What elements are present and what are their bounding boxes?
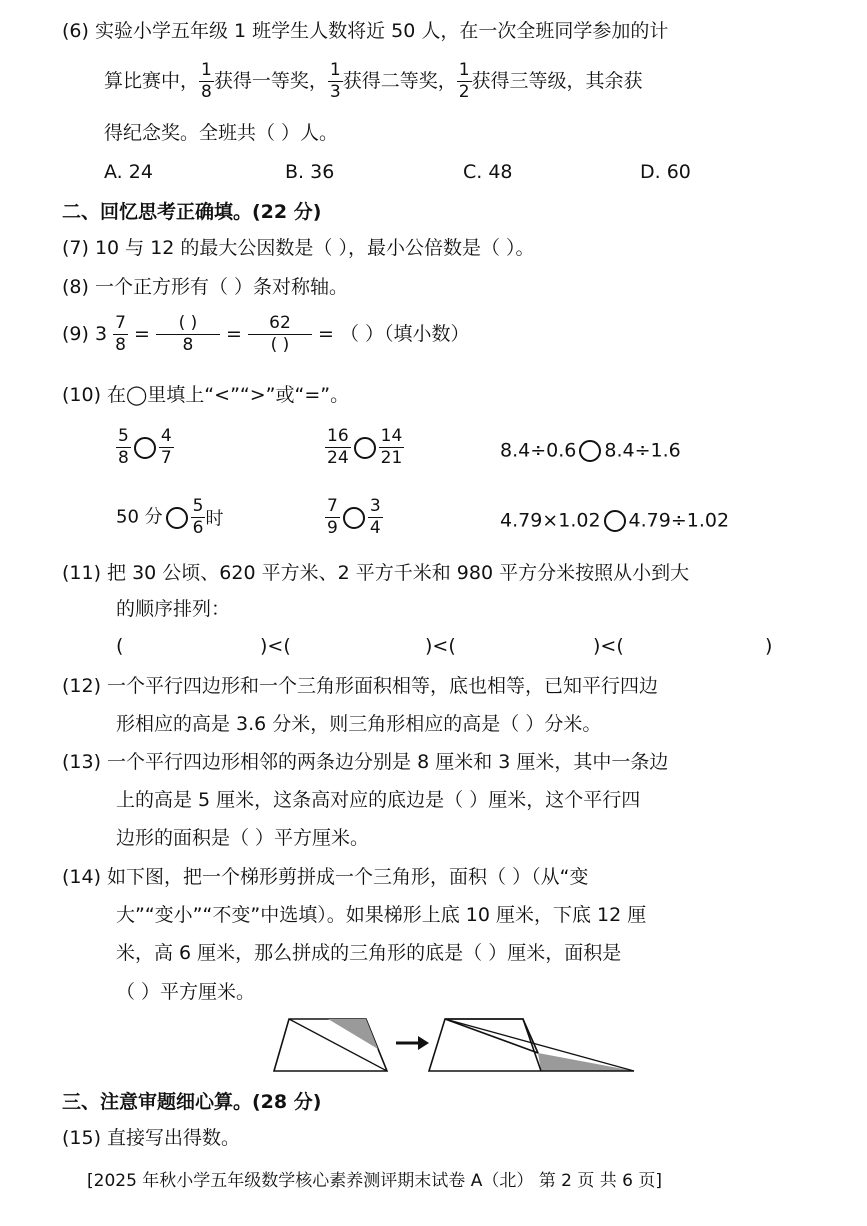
q9-fraction-blank-num: $\frac{( )}{8}$ xyxy=(156,315,220,354)
q6-line1: (6) 实验小学五年级 1 班学生人数将近 50 人，在一次全班同学参加的计 xyxy=(62,20,669,42)
q6-line2: 算比赛中， $\frac{1}{8}$ 获得一等奖， $\frac{1}{3}$ 获得二等奖， $\frac{1}{2}$ 获得三等级，其余获 xyxy=(104,60,643,102)
q9-fraction-blank-den: $\frac{62}{( )}$ xyxy=(248,315,312,354)
q11-blank-4: )<( xyxy=(593,635,624,657)
section-2-heading: 二、回忆思考正确填。(22 分) xyxy=(62,201,322,223)
triangle-shape xyxy=(429,1019,634,1071)
compare-circle[interactable] xyxy=(579,440,601,462)
q10-r2-b: $\frac{7}{9}$ $\frac{3}{4}$ xyxy=(327,496,381,538)
compare-circle[interactable] xyxy=(134,437,156,459)
q15-text: (15) 直接写出得数。 xyxy=(62,1127,241,1149)
q13-line1: (13) 一个平行四边形相邻的两条边分别是 8 厘米和 3 厘米，其中一条边 xyxy=(62,751,669,773)
q12-line2: 形相应的高是 3.6 分米，则三角形相应的高是（ ）分米。 xyxy=(116,713,602,735)
q11-blank-3: )<( xyxy=(425,635,456,657)
q11-blank-2: )<( xyxy=(260,635,291,657)
q10-r2-c: 4.79×1.02 4.79÷1.02 xyxy=(500,509,730,532)
q6-option-d: D. 60 xyxy=(640,161,691,183)
q11-blank-1: ( xyxy=(116,635,124,657)
q14-line2: 大”“变小”“不变”中选填）。如果梯形上底 10 厘米，下底 12 厘 xyxy=(116,904,647,926)
trapezoid-shape xyxy=(274,1019,387,1071)
q6-option-c: C. 48 xyxy=(463,161,513,183)
q6-option-a: A. 24 xyxy=(104,161,153,183)
fraction-1-3: $\frac{1}{3}$ xyxy=(329,60,341,102)
q11-line1: (11) 把 30 公顷、620 平方米、2 平方千米和 980 平方分米按照从小到大 xyxy=(62,562,690,584)
compare-circle[interactable] xyxy=(354,437,376,459)
q10-r1-a: $\frac{5}{8}$ $\frac{4}{7}$ xyxy=(118,426,172,468)
q9-mixed-fraction: $\frac{7}{8}$ xyxy=(115,313,126,355)
q13-line3: 边形的面积是（ ）平方厘米。 xyxy=(116,827,370,849)
q11-line2: 的顺序排列： xyxy=(116,598,231,620)
section-3-heading: 三、注意审题细心算。(28 分) xyxy=(62,1091,322,1113)
compare-circle[interactable] xyxy=(604,510,626,532)
trapezoid-to-triangle-figure xyxy=(268,1012,640,1076)
q10-r1-b: $\frac{16}{24}$ $\frac{14}{21}$ xyxy=(327,426,403,468)
q7-text: (7) 10 与 12 的最大公因数是（ ），最小公倍数是（ ）。 xyxy=(62,237,535,259)
compare-circle[interactable] xyxy=(166,507,188,529)
q10-r1-c: 8.4÷0.6 8.4÷1.6 xyxy=(500,439,681,462)
q10-title: (10) 在◯里填上“<”“>”或“=”。 xyxy=(62,384,350,406)
compare-circle[interactable] xyxy=(343,507,365,529)
q6-line3: 得纪念奖。全班共（ ）人。 xyxy=(104,122,339,144)
fraction-1-8: $\frac{1}{8}$ xyxy=(201,60,212,102)
q14-line3: 米，高 6 厘米，那么拼成的三角形的底是（ ）厘米，面积是 xyxy=(116,942,622,964)
q13-line2: 上的高是 5 厘米，这条高对应的底边是（ ）厘米，这个平行四 xyxy=(116,789,641,811)
q12-line1: (12) 一个平行四边形和一个三角形面积相等，底也相等，已知平行四边 xyxy=(62,675,659,697)
q14-line4: （ ）平方厘米。 xyxy=(116,981,256,1003)
q11-blank-5: ) xyxy=(765,635,773,657)
q14-line1: (14) 如下图，把一个梯形剪拼成一个三角形，面积（ ）（从“变 xyxy=(62,866,589,888)
q6-option-b: B. 36 xyxy=(285,161,335,183)
q10-r2-a: 50 分 $\frac{5}{6}$ 时 xyxy=(116,496,224,538)
q8-text: (8) 一个正方形有（ ）条对称轴。 xyxy=(62,276,348,298)
q9-line: (9) 3 $\frac{7}{8}$ = $\frac{( )}{8}$ = $\frac{62}{( )}$ = （ ）（填小数） xyxy=(62,313,470,355)
fraction-1-2: $\frac{1}{2}$ xyxy=(458,60,470,102)
page-footer: [2025 年秋小学五年级数学核心素养测评期末试卷 A（北） 第 2 页 共 6 页] xyxy=(87,1171,663,1191)
arrow-icon xyxy=(396,1036,429,1050)
